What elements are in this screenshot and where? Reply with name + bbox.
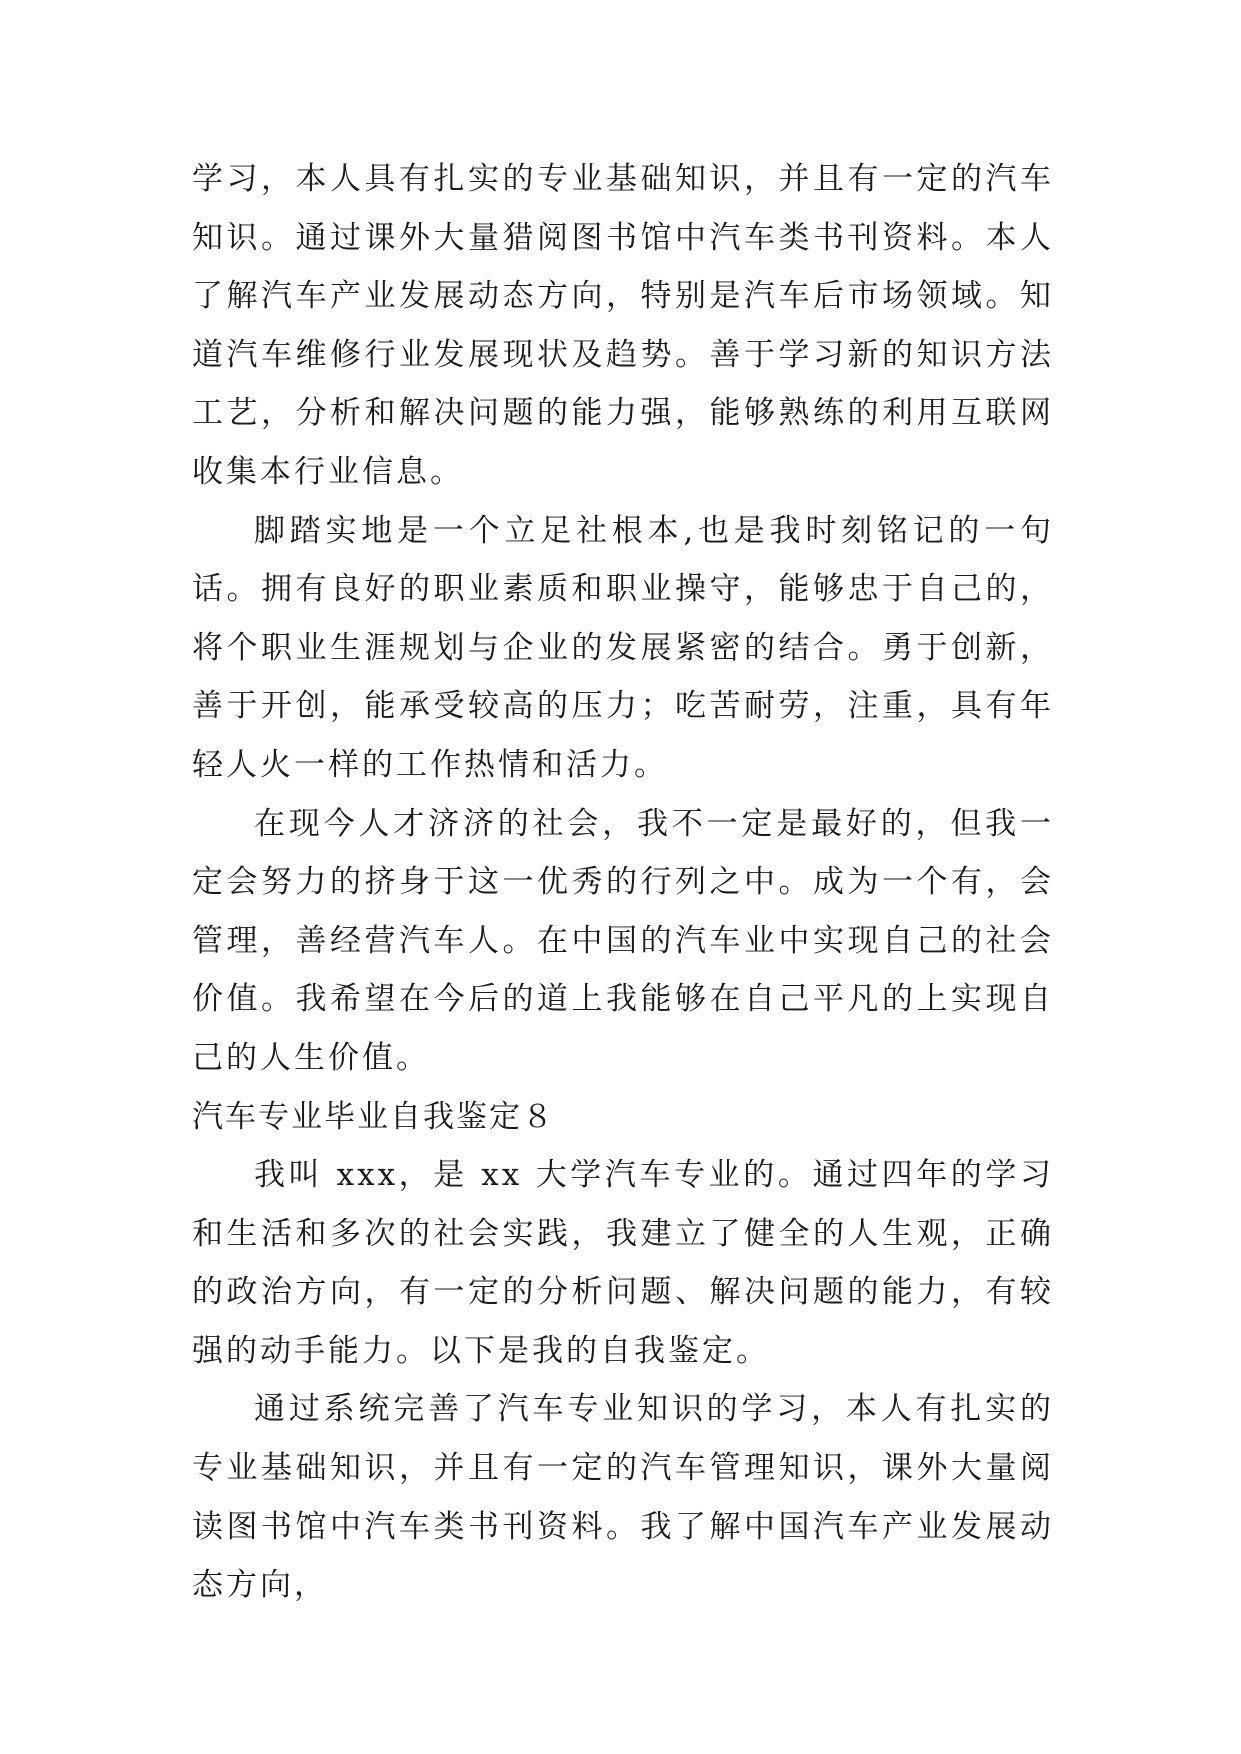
paragraph-5: 通过系统完善了汽车专业知识的学习，本人有扎实的专业基础知识，并且有一定的汽车管理知识，课外大量阅读图书馆中汽车类书刊资料。我了解中国汽车产业发展动态方向， <box>192 1391 1054 1604</box>
paragraph-3: 在现今人才济济的社会，我不一定是最好的，但我一定会努力的挤身于这一优秀的行列之中。成为一个有，会管理，善经营汽车人。在中国的汽车业中实现自己的社会价值。我希望在今后的道上我能够在自己平凡的上实现自己的人生价值。 <box>192 805 1054 1076</box>
document-body <box>192 150 1054 1615</box>
paragraph-1: 学习，本人具有扎实的专业基础知识，并且有一定的汽车知识。通过课外大量猎阅图书馆中汽车类书刊资料。本人了解汽车产业发展动态方向，特别是汽车后市场领域。知道汽车维修行业发展现状及趋势。善于学习新的知识方法工艺，分析和解决问题的能力强，能够熟练的利用互联网收集本行业信息。 <box>192 161 1054 490</box>
paragraph-4: 我叫 xxx，是 xx 大学汽车专业的。通过四年的学习和生活和多次的社会实践，我建立了健全的人生观，正确的政治方向，有一定的分析问题、解决问题的能力，有较强的动手能力。以下是我的自我鉴定。 <box>192 1157 1054 1369</box>
section-heading: 汽车专业毕业自我鉴定８ <box>192 1098 555 1135</box>
paragraph-2: 脚踏实地是一个立足社根本,也是我时刻铭记的一句话。拥有良好的职业素质和职业操守，能够忠于自己的，将个职业生涯规划与企业的发展紧密的结合。勇于创新，善于开创，能承受较高的压力；吃苦耐劳，注重，具有年轻人火一样的工作热情和活力。 <box>192 512 1054 783</box>
